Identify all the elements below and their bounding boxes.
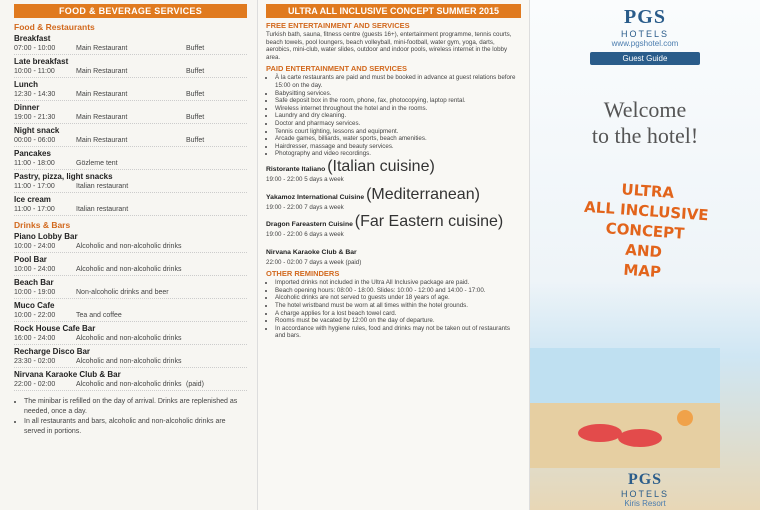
- schedule-row: [14, 333, 247, 345]
- cover-panel: [530, 0, 760, 510]
- bottom-logo-main: PGS: [627, 471, 663, 488]
- venue-note: (Mediterranean): [366, 185, 480, 203]
- paid-services-list: [266, 74, 521, 158]
- schedule-time: 11:00 - 17:00: [14, 206, 55, 213]
- venue-time: 22:00 - 02:00: [266, 258, 305, 266]
- schedule-time: 12:30 - 14:30: [14, 91, 56, 98]
- schedule-row: [14, 181, 247, 193]
- venue-hours: [266, 176, 521, 184]
- paid-item: • Arcade games, billiards, water sports, beach amenities.: [275, 135, 521, 143]
- concept-line: MAP: [622, 260, 662, 282]
- venue-note: (Italian cuisine): [327, 157, 435, 175]
- schedule-item-name: Piano Lobby Bar: [14, 232, 78, 241]
- venue-entry: [266, 158, 521, 184]
- venue-name: Nirvana Karaoke Club & Bar: [266, 248, 357, 256]
- schedule-item-name: Late breakfast: [14, 57, 69, 66]
- schedule-item-name: Rock House Cafe Bar: [14, 324, 96, 333]
- hotel-logo: [540, 6, 750, 48]
- reminder-item: • Rooms must be vacated by 12:00 on the day of departure.: [275, 317, 521, 325]
- venue-hours: [266, 231, 521, 239]
- schedule-row: [14, 264, 247, 276]
- schedule-place: Main Restaurant: [76, 91, 128, 98]
- bottom-logo: [530, 471, 760, 508]
- schedule-row: [14, 310, 247, 322]
- schedule-row: [14, 204, 247, 216]
- concept-panel: [258, 0, 530, 510]
- schedule-place: Gözleme tent: [76, 160, 118, 167]
- reminder-item: • Imported drinks not included in the Ultra All Inclusive package are paid.: [275, 279, 521, 287]
- venue-days: 7 days a week (paid): [304, 258, 362, 266]
- schedule-type: [186, 241, 247, 252]
- schedule-row: [14, 43, 247, 55]
- schedule-time: 11:00 - 17:00: [14, 183, 55, 190]
- concept-line: ULTRA: [620, 180, 675, 202]
- paid-item: • Laundry and dry cleaning.: [275, 112, 521, 120]
- schedule-item-name: Beach Bar: [14, 278, 54, 287]
- schedule-item-name: Pool Bar: [14, 255, 47, 264]
- logo-sub: HOTELS: [620, 29, 669, 39]
- bar-list: [14, 232, 247, 391]
- schedule-type: [186, 158, 247, 169]
- schedule-row: [14, 287, 247, 299]
- schedule-place: Italian restaurant: [76, 183, 129, 190]
- schedule-place: Alcoholic and non-alcoholic drinks: [76, 358, 182, 365]
- paid-item: • Doctor and pharmacy services.: [275, 120, 521, 128]
- venue-name: Yakamoz International Cuisine: [266, 193, 367, 201]
- reminder-item: • Alcoholic drinks are not served to guests under 18 years of age.: [275, 294, 521, 302]
- paid-item: • Hairdresser, massage and beauty services.: [275, 143, 521, 151]
- reminders-list: [266, 279, 521, 340]
- schedule-place: Alcoholic and non-alcoholic drinks: [76, 335, 182, 342]
- logo-url: www.pgshotel.com: [611, 39, 679, 48]
- guide-badge: Guest Guide: [590, 52, 700, 65]
- food-section-title: Food & Restaurants: [14, 22, 95, 32]
- schedule-type: [186, 333, 247, 344]
- venue-list: [266, 158, 521, 266]
- schedule-row: [14, 379, 247, 391]
- schedule-place: Alcoholic and non-alcoholic drinks: [76, 243, 182, 250]
- greet-line-1: Welcome: [603, 97, 687, 122]
- schedule-place: Italian restaurant: [76, 206, 129, 213]
- schedule-type: Buffet: [186, 45, 205, 52]
- sandal-left-icon: [578, 424, 622, 442]
- schedule-time: 00:00 - 06:00: [14, 137, 56, 144]
- schedule-place: Tea and coffee: [76, 312, 122, 319]
- schedule-item-name: Night snack: [14, 126, 60, 135]
- paid-item: • Safe deposit box in the room, phone, fax, photocopying, laptop rental.: [275, 97, 521, 105]
- schedule-place: Main Restaurant: [76, 45, 128, 52]
- venue-hours: [266, 259, 521, 267]
- concept-line: CONCEPT: [605, 219, 685, 243]
- bottom-logo-sub: HOTELS: [620, 489, 669, 499]
- schedule-item-name: Pastry, pizza, light snacks: [14, 172, 113, 181]
- schedule-place: Main Restaurant: [76, 68, 128, 75]
- food-drink-panel: [0, 0, 258, 510]
- note-item: • In all restaurants and bars, alcoholic and non-alcoholic drinks are served in portions.: [24, 417, 247, 437]
- schedule-item-name: Lunch: [14, 80, 38, 89]
- venue-entry: [266, 186, 521, 212]
- paid-item: • Wireless internet throughout the hotel and in the rooms.: [275, 105, 521, 113]
- schedule-item-name: Nirvana Karaoke Club & Bar: [14, 370, 121, 379]
- meal-list: [14, 34, 247, 216]
- concept-title: [537, 174, 753, 288]
- schedule-place: Non-alcoholic drinks and beer: [76, 289, 169, 296]
- schedule-time: 10:00 - 24:00: [14, 243, 56, 250]
- schedule-type: [186, 264, 247, 275]
- schedule-place: Main Restaurant: [76, 114, 128, 121]
- schedule-time: 10:00 - 24:00: [14, 266, 56, 273]
- venue-note: (Far Eastern cuisine): [354, 213, 504, 231]
- bottom-logo-tail: Kiris Resort: [624, 499, 666, 508]
- schedule-row: [14, 89, 247, 101]
- starfish-icon: [677, 410, 693, 426]
- schedule-place: Alcoholic and non-alcoholic drinks: [76, 266, 182, 273]
- venue-days: 5 days a week: [304, 175, 344, 183]
- schedule-time: 11:00 - 18:00: [14, 160, 55, 167]
- schedule-place: Main Restaurant: [76, 137, 128, 144]
- paid-item: • Photography and video recordings.: [275, 150, 521, 158]
- concept-header: ULTRA ALL INCLUSIVE CONCEPT SUMMER 2015: [266, 4, 521, 18]
- concept-line: ALL INCLUSIVE: [583, 197, 710, 225]
- schedule-type: Buffet: [186, 137, 205, 144]
- schedule-type: [186, 310, 247, 321]
- schedule-time: 10:00 - 11:00: [14, 68, 55, 75]
- schedule-item-name: Recharge Disco Bar: [14, 347, 91, 356]
- venue-name: Dragon Fareastern Cuisine: [266, 221, 355, 229]
- food-drink-header: FOOD & BEVERAGE SERVICES: [14, 4, 247, 18]
- schedule-time: 19:00 - 21:30: [14, 114, 56, 121]
- sea-icon: [530, 348, 720, 408]
- free-services-title: FREE ENTERTAINMENT AND SERVICES: [266, 21, 410, 30]
- schedule-item-name: Breakfast: [14, 34, 51, 43]
- schedule-item-name: Pancakes: [14, 149, 51, 158]
- schedule-type: Buffet: [186, 68, 205, 75]
- schedule-type: Buffet: [186, 91, 205, 98]
- venue-days: 7 days a week: [304, 203, 344, 211]
- greet-line-2: to the hotel!: [591, 123, 699, 148]
- venue-entry: [266, 213, 521, 239]
- schedule-time: 16:00 - 24:00: [14, 335, 56, 342]
- schedule-type: [186, 181, 247, 192]
- schedule-time: 10:00 - 19:00: [14, 289, 56, 296]
- schedule-time: 22:00 - 02:00: [14, 381, 56, 388]
- schedule-row: [14, 241, 247, 253]
- schedule-type: [186, 204, 247, 215]
- beach-illustration: [530, 348, 720, 468]
- notes-list: [14, 397, 247, 437]
- venue-time: 19:00 - 22:00: [266, 203, 305, 211]
- venue-entry: [266, 241, 521, 267]
- venue-time: 19:00 - 22:00: [266, 231, 305, 239]
- concept-line: AND: [624, 240, 663, 262]
- reminder-item: • A charge applies for a lost beach towel card.: [275, 310, 521, 318]
- welcome-greeting: [540, 97, 750, 149]
- schedule-place: Alcoholic and non-alcoholic drinks: [76, 381, 182, 388]
- reminder-item: • The hotel wristband must be worn at all times within the hotel grounds.: [275, 302, 521, 310]
- venue-time: 19:00 - 22:00: [266, 175, 305, 183]
- paid-item: • À la carte restaurants are paid and must be booked in advance at guest relations before 15:00 on the day.: [275, 74, 521, 89]
- venue-name: Ristorante Italiano: [266, 165, 328, 173]
- schedule-row: [14, 356, 247, 368]
- schedule-item-name: Ice cream: [14, 195, 51, 204]
- drinks-section-title: Drinks & Bars: [14, 220, 71, 230]
- reminder-item: • In accordance with hygiene rules, food and drinks may not be taken out of restaurants and bars.: [275, 325, 521, 340]
- schedule-time: 07:00 - 10:00: [14, 45, 56, 52]
- free-services-text: Turkish bath, sauna, fitness centre (guests 16+), entertainment programme, tennis courts, beach towels, pool loungers, beach volleyball, mini-football, water gym, yoga, darts, aerobics, mini-club, water slides, outdoor and indoor pools, wireless internet in the lobby area.: [266, 31, 512, 61]
- logo-main: PGS: [624, 6, 666, 28]
- schedule-type: [186, 287, 247, 298]
- note-item: • The minibar is refilled on the day of arrival. Drinks are replenished as needed, once a day.: [24, 397, 247, 417]
- schedule-time: 23:30 - 02:00: [14, 358, 56, 365]
- reminder-item: • Beach opening hours: 08:00 - 18:00. Slides: 10:00 - 12:00 and 14:00 - 17:00.: [275, 287, 521, 295]
- schedule-item-name: Dinner: [14, 103, 40, 112]
- reminders-title: OTHER REMINDERS: [266, 269, 340, 279]
- schedule-row: [14, 158, 247, 170]
- schedule-type: (paid): [186, 381, 204, 388]
- paid-item: • Babysitting services.: [275, 90, 521, 98]
- schedule-item-name: Muco Cafe: [14, 301, 55, 310]
- paid-services-title: PAID ENTERTAINMENT AND SERVICES: [266, 64, 407, 74]
- venue-days: 6 days a week: [304, 231, 344, 239]
- schedule-row: [14, 112, 247, 124]
- schedule-type: Buffet: [186, 114, 205, 121]
- paid-item: • Tennis court lighting, lessons and equipment.: [275, 128, 521, 136]
- schedule-row: [14, 135, 247, 147]
- sandal-right-icon: [618, 429, 662, 447]
- schedule-row: [14, 66, 247, 78]
- schedule-time: 10:00 - 22:00: [14, 312, 56, 319]
- schedule-type: [186, 356, 247, 367]
- venue-hours: [266, 204, 521, 212]
